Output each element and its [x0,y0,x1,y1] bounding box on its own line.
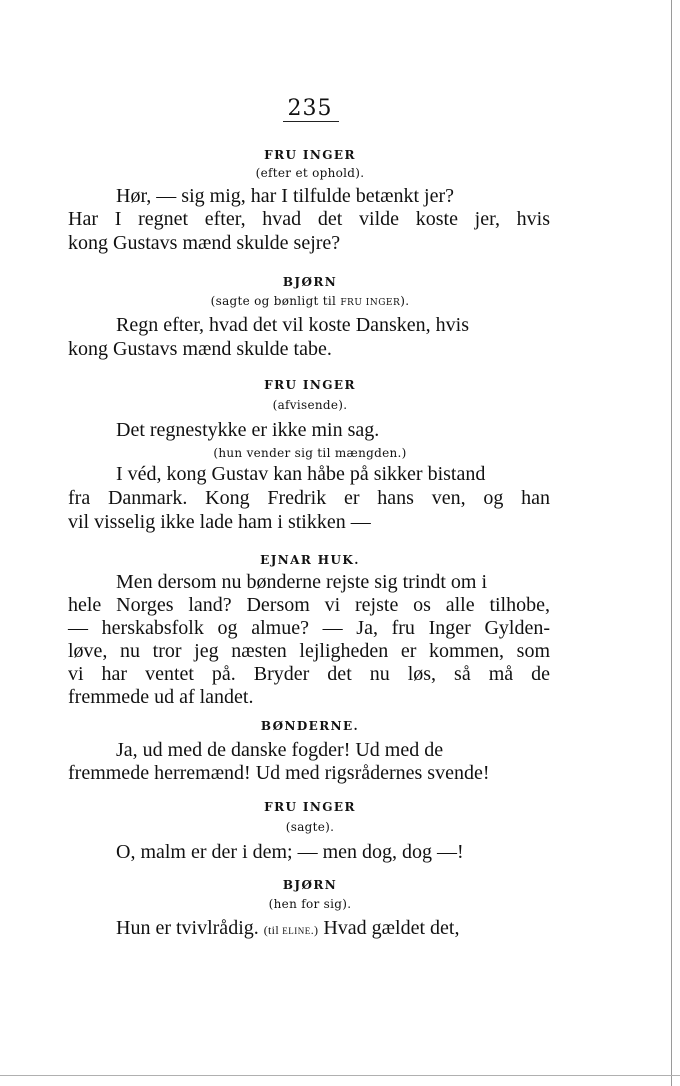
dialogue-line: hele Norges land? Dersom vi rejste os alle tilhobe, [68,594,550,616]
page-edge-right [671,0,672,1086]
stage-direction: (afvisende). [272,398,348,412]
dialogue-line: Hør, — sig mig, har I tilfulde betænkt jer? [116,185,455,207]
dialogue-line: Regn efter, hvad det vil koste Dansken, hvis [116,314,470,336]
stage-direction: (sagte). [285,820,335,834]
speaker-name: FRU INGER [264,148,356,162]
dialogue-line: Men dersom nu bønderne rejste sig trindt om i [116,571,488,593]
speaker-name: EJNAR HUK. [260,553,360,567]
speaker-name: BJØRN [282,878,338,892]
speaker-name: FRU INGER [264,800,356,814]
dialogue-line: Har I regnet efter, hvad det vilde koste jer, hvis [68,208,550,230]
page-number-rule [283,121,339,122]
dialogue-line: vi har ventet på. Bryder det nu løs, så må de [68,663,550,685]
stage-direction: (hen for sig). [268,897,352,911]
speaker-name: FRU INGER [264,378,356,392]
stage-direction: (sagte og bønligt til FRU INGER). [210,294,410,308]
dialogue-line: fremmede ud af landet. [68,686,254,708]
dialogue-line: Det regnestykke er ikke min sag. [116,419,380,441]
speaker-name: BØNDERNE. [260,719,360,733]
dialogue-line: Hun er tvivlrådig. (til ELINE.) Hvad gældet det, [116,917,460,939]
dialogue-line: løve, nu tror jeg næsten lejligheden er kommen, som [68,640,550,662]
page-number: 235 [287,96,333,121]
dialogue-line: kong Gustavs mænd skulde sejre? [68,232,341,254]
dialogue-line: fremmede herremænd! Ud med rigsrådernes svende! [68,762,490,784]
dialogue-line: vil visselig ikke lade ham i stikken — [68,511,371,533]
dialogue-line: Ja, ud med de danske fogder! Ud med de [116,739,444,761]
page-edge-bottom [0,1075,680,1076]
dialogue-line: kong Gustavs mænd skulde tabe. [68,338,332,360]
dialogue-line: O, malm er der i dem; — men dog, dog —! [116,841,464,863]
stage-direction: (efter et ophold). [255,166,365,180]
stage-direction: (hun vender sig til mængden.) [213,446,407,460]
dialogue-line: — herskabsfolk og almue? — Ja, fru Inger Gylden- [68,617,550,639]
inline-stage-direction: (til ELINE.) [263,923,319,937]
speaker-name: BJØRN [282,275,338,289]
dialogue-line: I véd, kong Gustav kan håbe på sikker bistand [116,463,486,485]
dialogue-line: fra Danmark. Kong Fredrik er hans ven, og han [68,487,550,509]
